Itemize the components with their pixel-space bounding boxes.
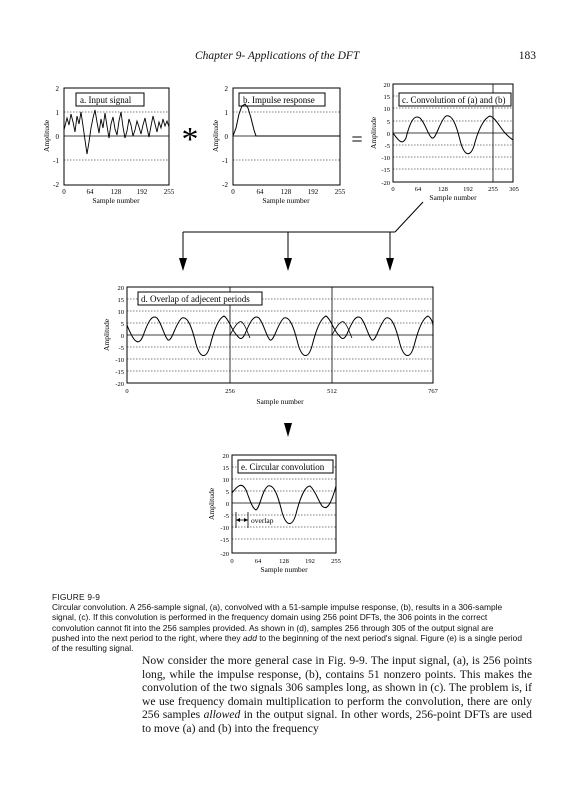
panel-a-xtick: 0 [62, 188, 66, 196]
panel-d-ytick: 10 [117, 309, 124, 316]
panel-b-ylabel: Amplitude [211, 119, 220, 153]
convolution-operator: * [181, 121, 199, 158]
panel-c-xtick: 305 [509, 186, 519, 193]
panel-a-ytick: -1 [53, 157, 59, 165]
panel-e-ytick: -15 [220, 537, 229, 544]
convolution-trace [393, 116, 513, 154]
panel-c-label: c. Convolution of (a) and (b) [402, 95, 506, 105]
panel-d-label: d. Overlap of adjecent periods [141, 294, 250, 304]
panel-c-ytick: 10 [383, 106, 390, 113]
flow-arrows [183, 202, 423, 263]
panel-d-xtick: 0 [125, 388, 129, 395]
caption-emphasis: add [242, 632, 257, 643]
panel-e-ytick: 10 [222, 477, 229, 484]
body-emphasis: allowed [203, 708, 241, 722]
panel-c-ytick: -10 [381, 155, 390, 162]
panel-e-xtick: 0 [230, 558, 234, 565]
panel-c [369, 82, 519, 202]
impulse-response-trace [233, 104, 340, 136]
panel-e-xtick: 128 [279, 558, 289, 565]
panel-a-xtick: 64 [86, 188, 94, 196]
panel-c-xtick: 255 [488, 186, 498, 193]
chapter-title: Chapter 9- Applications of the DFT [195, 50, 360, 62]
panel-c-ytick: 15 [383, 94, 390, 101]
panel-b-xtick: 192 [307, 188, 319, 196]
figure-caption [52, 592, 522, 653]
equals-operator: = [351, 129, 363, 151]
panel-d-xtick: 767 [428, 388, 438, 395]
page-number: 183 [518, 50, 536, 62]
panel-c-ytick: -20 [381, 180, 390, 187]
panel-c-xlabel: Sample number [429, 193, 477, 202]
panel-e-xtick: 192 [305, 558, 315, 565]
panel-c-xtick: 0 [391, 186, 395, 193]
input-signal-trace [64, 110, 169, 154]
panel-e-ytick: -10 [220, 525, 229, 532]
panel-c-ylabel: Amplitude [369, 116, 378, 150]
body-text: Now consider the more general case in Fig. 9-9. The input signal, (a), is 256 points long, while the impulse response, (b), contains 51 nonzero points. This makes the convolution of the two signals 306 samples long, as shown in (c). The problem is, if we use frequency domain multiplication to perform the convolution, there are only 256 samples [142, 654, 532, 722]
panel-c-ytick: -15 [381, 167, 390, 174]
panel-a-label: a. Input signal [80, 95, 132, 105]
panel-a [42, 85, 175, 205]
panel-a-xtick: 192 [136, 188, 148, 196]
figure-label: FIGURE 9-9 [52, 592, 101, 602]
panel-e-ytick: 0 [225, 501, 229, 508]
panel-b-ytick: 2 [224, 85, 228, 93]
panel-d-ytick: 15 [117, 297, 124, 304]
panel-a-ytick: 2 [55, 85, 59, 93]
overlap-trace [127, 316, 433, 356]
panel-e-ytick: 20 [222, 453, 229, 460]
panel-b-xtick: 0 [231, 188, 235, 196]
panel-c-ytick: 5 [386, 119, 390, 126]
panel-e-ytick: 5 [225, 489, 229, 496]
body-paragraph [142, 654, 532, 736]
panel-a-ytick: -2 [53, 181, 59, 189]
panel-e-ytick: 15 [222, 465, 229, 472]
caption-text: Circular convolution. A 256-sample signal, (a), convolved with a 51-sample impulse response, (b), results in a 306-sample signal, (c). If this convolution is performed in the frequency domain using 256 point DFTs, the 306 points in the correct convolution cannot fit into the 256 samples provided. As shown in (d), samples 256 through 305 of the output signal are pushed into the next period to the right, where they [52, 602, 503, 643]
panel-a-ytick: 1 [55, 109, 59, 117]
caption-text-end: to the beginning of the next period's signal. Figure (e) is a single period of the resulting signal. [52, 632, 522, 654]
panel-e-ylabel: Amplitude [207, 487, 216, 521]
panel-c-ytick: -5 [384, 143, 390, 150]
body-text-end: in the output signal. In other words, 256-point DFTs are used to move (a) and (b) into the frequency [142, 708, 532, 735]
panel-a-ytick: 0 [55, 133, 59, 141]
panel-a-ylabel: Amplitude [42, 119, 51, 153]
panel-d-ytick: -5 [118, 345, 124, 352]
panel-b-ytick: -1 [222, 157, 228, 165]
panel-b-ytick: -2 [222, 181, 228, 189]
panel-b [211, 85, 346, 205]
panel-e-ytick: -5 [223, 513, 229, 520]
panel-d-xlabel: Sample number [256, 397, 304, 406]
panel-b-label: b. Impulse response [243, 95, 315, 105]
arrow-heads [179, 258, 394, 437]
panel-d-ytick: 5 [120, 321, 124, 328]
panel-c-xtick: 192 [463, 186, 473, 193]
panel-c-ytick: 20 [383, 82, 390, 89]
panel-d [102, 285, 439, 406]
panel-e-label: e. Circular convolution [241, 462, 325, 472]
panel-e-xlabel: Sample number [260, 565, 308, 574]
panel-d-xtick: 512 [327, 388, 337, 395]
panel-b-xtick: 255 [334, 188, 346, 196]
panel-e-ytick: -20 [220, 551, 229, 558]
panel-d-ytick: -20 [115, 381, 124, 388]
panel-c-xtick: 64 [414, 186, 422, 193]
panel-e-xtick: 64 [254, 558, 262, 565]
panel-a-xtick: 128 [110, 188, 122, 196]
panel-b-ytick: 1 [224, 109, 228, 117]
panel-d-ytick: 0 [120, 333, 124, 340]
panel-c-xtick: 128 [438, 186, 448, 193]
panel-d-ylabel: Amplitude [102, 318, 111, 352]
panel-c-ytick: 0 [386, 131, 390, 138]
panel-d-ytick: -10 [115, 357, 124, 364]
panel-b-xtick: 128 [280, 188, 292, 196]
panel-a-xlabel: Sample number [92, 196, 140, 205]
panel-d-ytick: 20 [117, 285, 124, 292]
overlap-annotation: overlap [251, 516, 274, 525]
panel-b-xtick: 64 [256, 188, 264, 196]
panel-b-ytick: 0 [224, 133, 228, 141]
panel-d-xtick: 256 [225, 388, 235, 395]
panel-d-ytick: -15 [115, 369, 124, 376]
panel-b-xlabel: Sample number [262, 196, 310, 205]
panel-e-xtick: 255 [331, 558, 341, 565]
panel-e [207, 453, 341, 574]
panel-a-xtick: 255 [163, 188, 175, 196]
